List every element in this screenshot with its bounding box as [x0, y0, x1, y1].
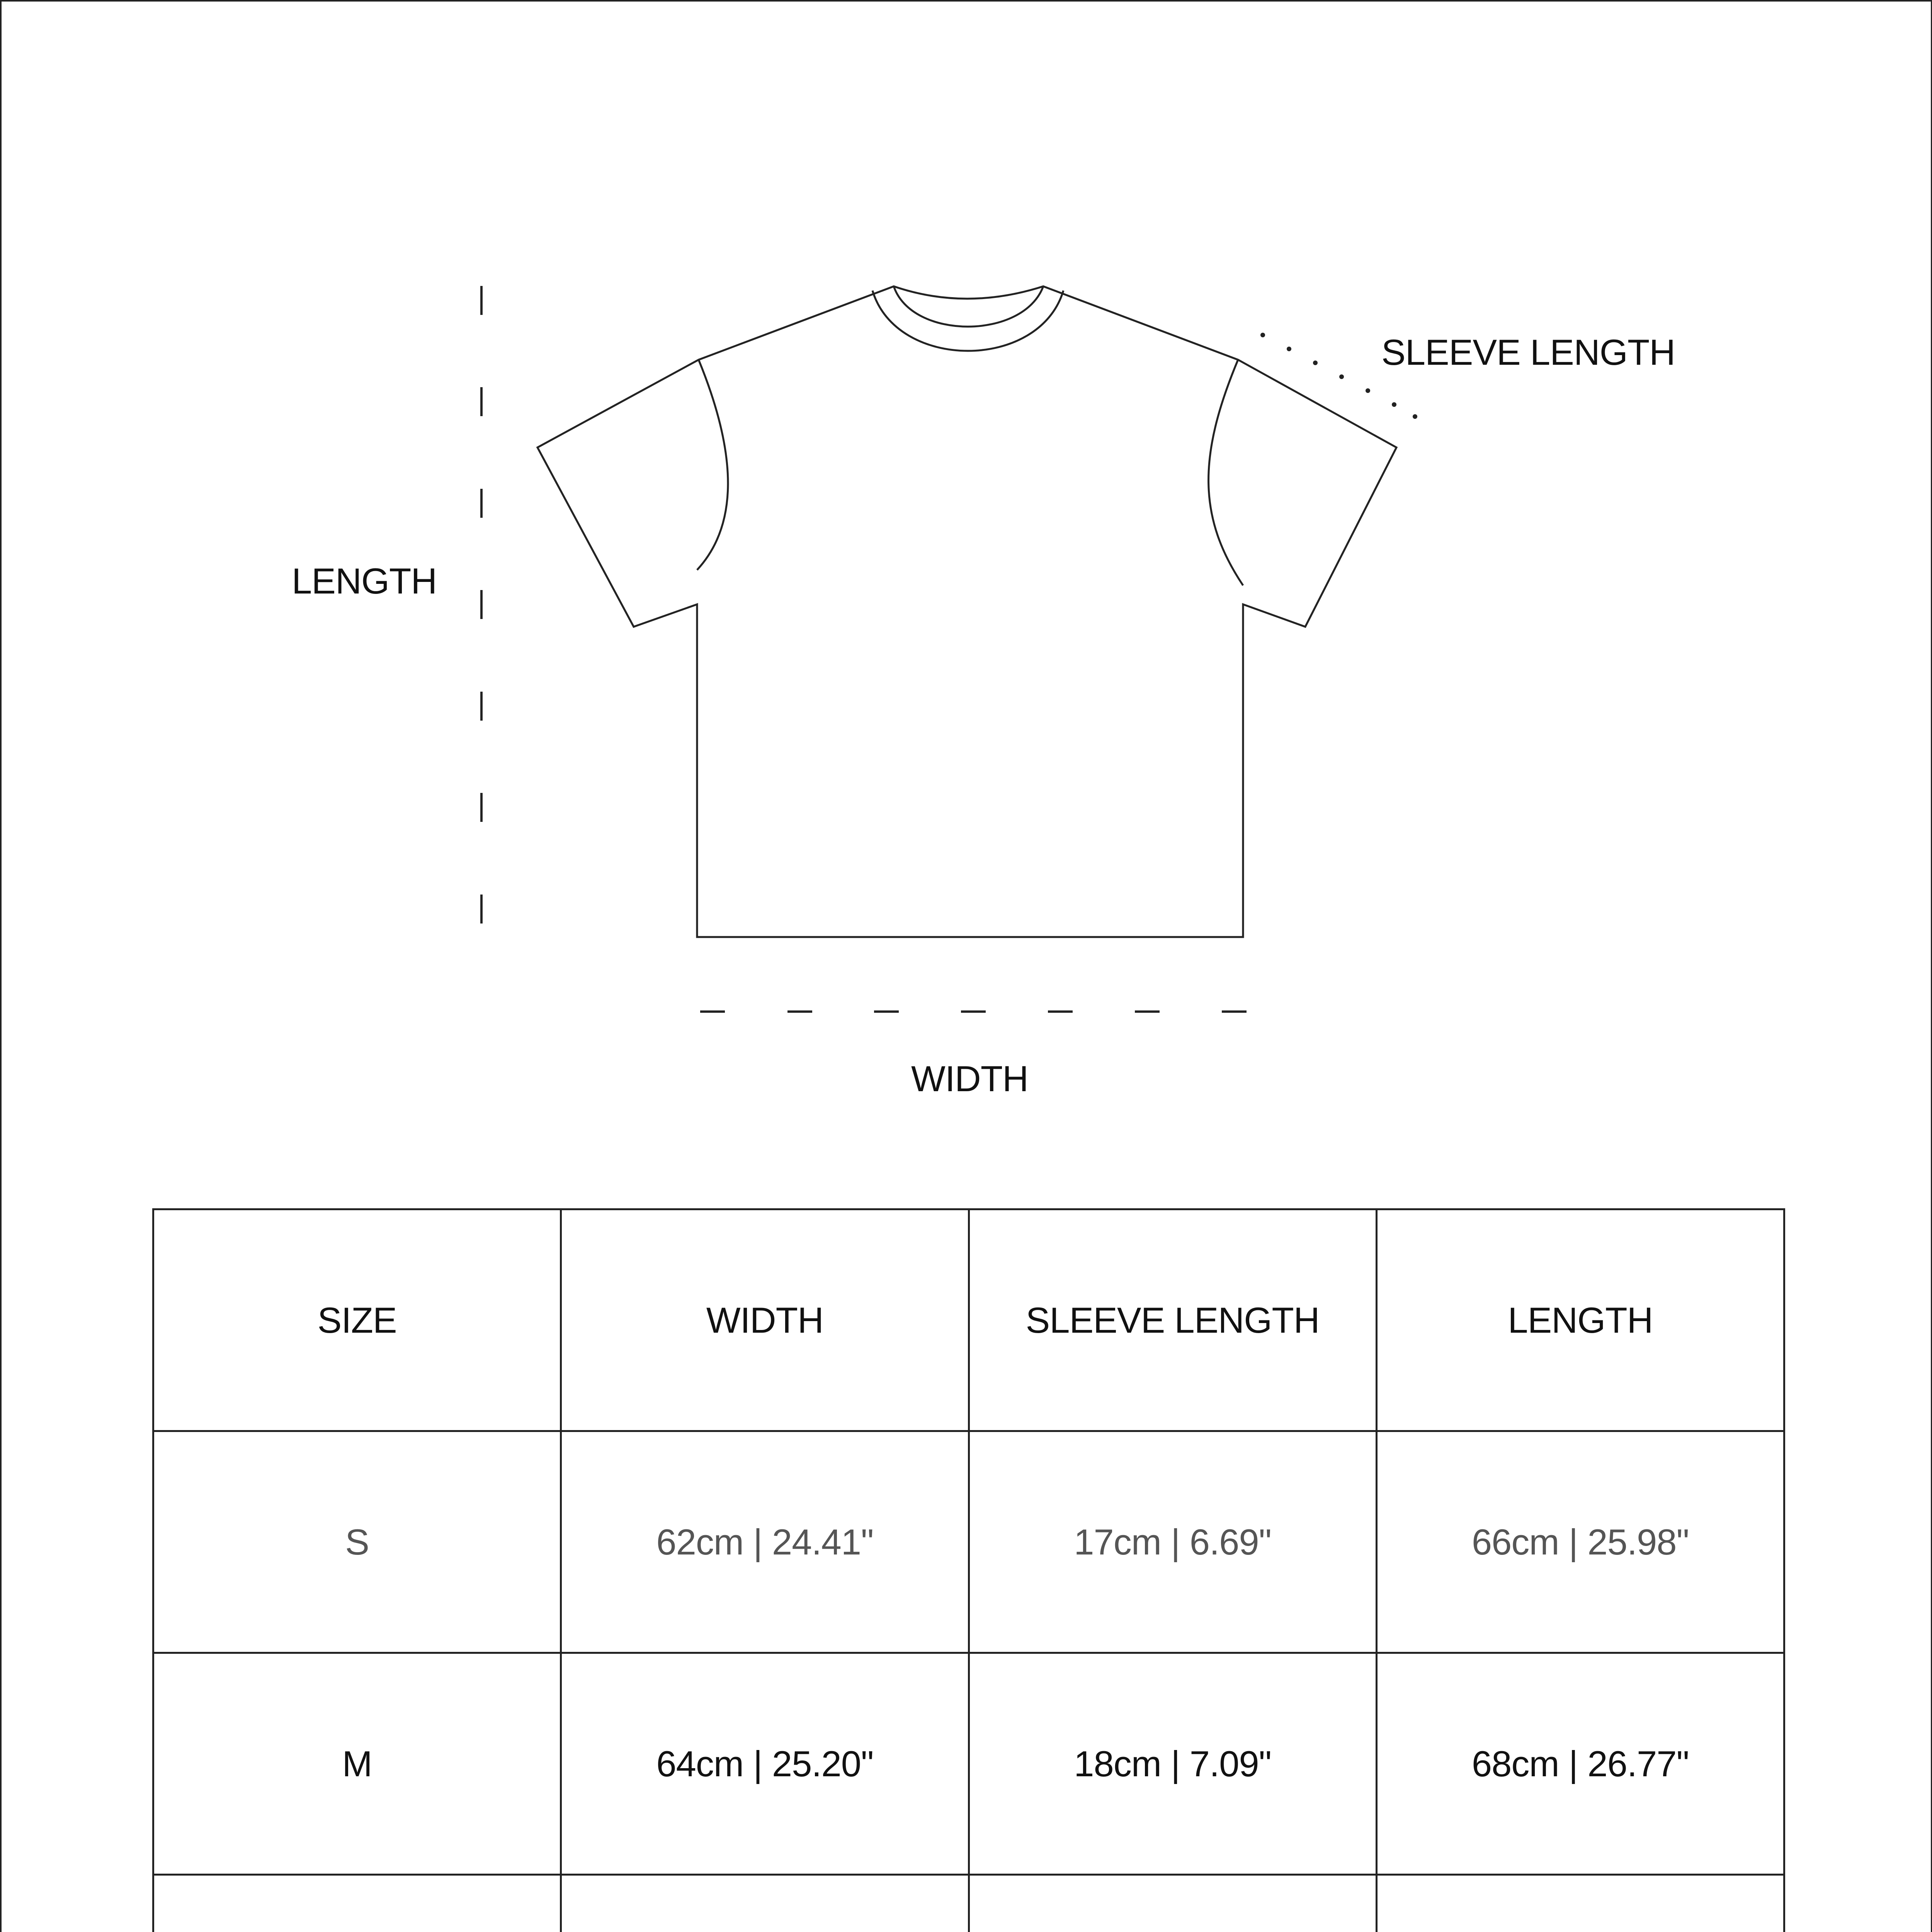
cell-length: 66cm | 25.98": [1376, 1431, 1784, 1653]
cell-size: [153, 1875, 561, 1932]
cell-width: 64cm | 25.20": [561, 1653, 969, 1875]
table-row: [153, 1431, 1784, 1653]
cell-sleeve-length: 17cm | 6.69": [969, 1431, 1376, 1653]
right-sleeve-seam: [1209, 360, 1243, 585]
tshirt-outline: [537, 286, 1396, 937]
cell-size: M: [153, 1653, 561, 1875]
left-sleeve-seam: [697, 360, 728, 570]
size-chart-table: [152, 1208, 1785, 1932]
width-label: WIDTH: [911, 1058, 1029, 1099]
table-row: [153, 1653, 1784, 1875]
header-length: LENGTH: [1376, 1209, 1784, 1431]
sleeve-length-label: SLEEVE LENGTH: [1381, 332, 1675, 372]
cell-size: S: [153, 1431, 561, 1653]
cell-length: 68cm | 26.77": [1376, 1653, 1784, 1875]
cell-width: 62cm | 24.41": [561, 1431, 969, 1653]
table-row: [153, 1875, 1784, 1932]
length-label: LENGTH: [292, 561, 437, 601]
cell-width: [561, 1875, 969, 1932]
cell-length: [1376, 1875, 1784, 1932]
header-width: WIDTH: [561, 1209, 969, 1431]
cell-sleeve-length: 18cm | 7.09": [969, 1653, 1376, 1875]
table-header-row: [153, 1209, 1784, 1431]
cell-sleeve-length: [969, 1875, 1376, 1932]
header-sleeve-length: SLEEVE LENGTH: [969, 1209, 1376, 1431]
header-size: SIZE: [153, 1209, 561, 1431]
